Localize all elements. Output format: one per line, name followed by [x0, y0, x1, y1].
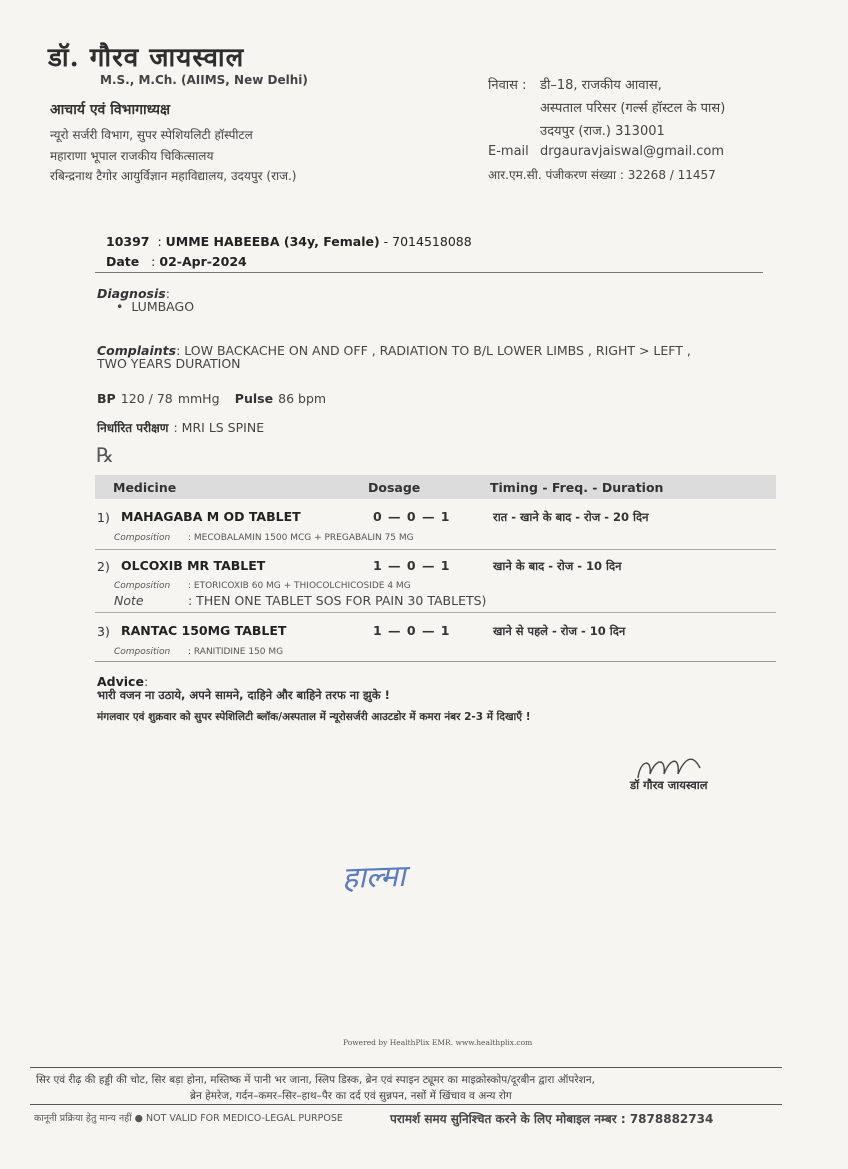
composition-value: : MECOBALAMIN 1500 MCG + PREGABALIN 75 MG — [188, 533, 414, 543]
medicine-name: RANTAC 150MG TABLET — [121, 623, 287, 638]
diagnosis-value: LUMBAGO — [131, 299, 195, 314]
complaints-text-2: TWO YEARS DURATION — [97, 356, 241, 371]
header-medicine: Medicine — [113, 480, 177, 495]
footer-top-rule — [30, 1067, 782, 1068]
investigation-label: निर्धारित परीक्षण — [97, 421, 169, 435]
department-line: न्यूरो सर्जरी विभाग, सुपर स्पेशियलिटी हॉस्पीटल — [50, 128, 253, 142]
pulse-value: 86 bpm — [278, 391, 327, 406]
doctor-degree: M.S., M.Ch. (AIIMS, New Delhi) — [100, 73, 308, 87]
advice-label: Advice — [97, 674, 144, 689]
composition-value: : RANITIDINE 150 MG — [188, 647, 284, 657]
bp-value: 120 / 78 — [120, 391, 173, 406]
bp-label: BP — [97, 391, 116, 406]
signature-name: डॉ गौरव जायस्वाल — [630, 778, 708, 792]
row-divider — [95, 549, 776, 550]
medicine-table-header — [95, 475, 776, 499]
complaints-line-1: Complaints: LOW BACKACHE ON AND OFF , RADIATION TO B/L LOWER LIMBS , RIGHT > LEFT , — [97, 343, 691, 358]
composition-label: Composition — [114, 533, 171, 543]
composition-label: Composition — [114, 647, 171, 657]
pulse-label: Pulse — [234, 391, 274, 406]
advice-line-1: भारी वजन ना उठाये, अपने सामने, दाहिने और बाहिने तरफ ना झुके ! — [97, 688, 390, 702]
college-line: रबिन्द्रनाथ टैगोर आयुर्विज्ञान महाविद्यालय, उदयपुर (राज.) — [50, 169, 297, 183]
complaints-text-1: LOW BACKACHE ON AND OFF , RADIATION TO B/L LOWER LIMBS , RIGHT > LEFT , — [184, 343, 691, 358]
note-value: : THEN ONE TABLET SOS FOR PAIN 30 TABLETS) — [188, 593, 487, 608]
complaints-label: Complaints — [97, 343, 177, 358]
footer-bottom-rule — [30, 1104, 782, 1105]
medicine-number: 3) — [97, 624, 110, 639]
mobile-number-line: परामर्श समय सुनिश्चित करने के लिए मोबाइल नम्बर : 7878882734 — [390, 1112, 714, 1126]
powered-by-text: Powered by HealthPlix EMR. www.healthplix.com — [343, 1038, 533, 1047]
diagnosis-label: Diagnosis — [97, 286, 166, 301]
table-bottom-rule — [95, 661, 776, 662]
medicine-timing: रात - खाने के बाद - रोज - 20 दिन — [493, 510, 649, 524]
investigation-line — [97, 417, 264, 436]
medicine-timing: खाने के बाद - रोज - 10 दिन — [493, 559, 622, 573]
services-line-1: सिर एवं रीढ़ की हड्डी की चोट, सिर बड़ा होना, मस्तिष्क में पानी भर जाना, स्लिप डिस्क, ब्रेन एवं स्पाइन ट्यूमर का माइक्रोस्कोप/दूरबीन द्वारा ऑपरेशन, — [36, 1074, 595, 1086]
header-timing: Timing - Freq. - Duration — [490, 480, 664, 495]
visit-date: 02-Apr-2024 — [159, 254, 247, 269]
composition-label: Composition — [114, 581, 171, 591]
patient-phone: - 7014518088 — [383, 234, 472, 249]
medicine-dosage: 1 — 0 — 1 — [373, 558, 451, 573]
patient-id: 10397 — [106, 234, 150, 249]
doctor-name: डॉ. गौरव जायस्वाल — [48, 43, 245, 73]
medicine-name: MAHAGABA M OD TABLET — [121, 509, 301, 524]
investigation-value: : MRI LS SPINE — [173, 420, 265, 435]
residence-line-3: उदयपुर (राज.) 313001 — [540, 124, 665, 139]
email-address: drgauravjaiswal@gmail.com — [540, 144, 725, 159]
date-line: Date : 02-Apr-2024 — [106, 254, 247, 269]
medicine-number: 1) — [97, 510, 110, 525]
registration-number: आर.एम.सी. पंजीकरण संख्या : 32268 / 11457 — [488, 168, 716, 182]
patient-info-line: 10397 : UMME HABEEBA (34y, Female) - 7014518088 — [106, 234, 472, 249]
medicine-dosage: 0 — 0 — 1 — [373, 509, 451, 524]
residence-line-2: अस्पताल परिसर (गर्ल्स हॉस्टल के पास) — [540, 101, 726, 116]
advice-line-2: मंगलवार एवं शुक्रवार को सुपर स्पेशिलिटी ब्लॉक/अस्पताल में न्यूरोसर्जरी आउटडोर में कमरा नंबर 2-3 में दिखाएँ ! — [97, 711, 531, 723]
medicine-name: OLCOXIB MR TABLET — [121, 558, 266, 573]
email-label: E-mail — [488, 144, 529, 159]
medicine-timing: खाने से पहले - रोज - 10 दिन — [493, 624, 626, 638]
advice-heading: Advice: — [97, 674, 149, 689]
diagnosis-heading: Diagnosis: — [97, 286, 170, 301]
medicine-number: 2) — [97, 559, 110, 574]
services-line-2: ब्रेन हेमरेज, गर्दन–कमर–सिर–हाथ–पैर का दर्द एवं सुन्नपन, नसों में खिंचाव व अन्य रोग — [190, 1090, 512, 1102]
rx-icon: ℞ — [96, 443, 114, 467]
vitals-line — [97, 388, 326, 407]
date-label: Date — [106, 254, 140, 269]
row-divider — [95, 612, 776, 613]
residence-label: निवास : — [488, 78, 527, 93]
diagnosis-item: • LUMBAGO — [116, 299, 195, 314]
residence-line-1: डी–18, राजकीय आवास, — [540, 78, 662, 93]
handwritten-note: हाल्मा — [341, 858, 407, 897]
doctor-title: आचार्य एवं विभागाध्यक्ष — [50, 102, 171, 118]
hospital-line: महाराणा भूपाल राजकीय चिकित्सालय — [50, 149, 214, 163]
note-label: Note — [114, 593, 144, 608]
legal-disclaimer: कानूनी प्रक्रिया हेतु मान्य नहीं ● NOT VALID FOR MEDICO-LEGAL PURPOSE — [34, 1113, 343, 1124]
bp-unit: mmHg — [177, 391, 220, 406]
header-dosage: Dosage — [368, 480, 421, 495]
composition-value: : ETORICOXIB 60 MG + THIOCOLCHICOSIDE 4 MG — [188, 581, 411, 591]
patient-name: UMME HABEEBA (34y, Female) — [165, 234, 380, 249]
medicine-dosage: 1 — 0 — 1 — [373, 623, 451, 638]
patient-divider — [95, 272, 763, 273]
